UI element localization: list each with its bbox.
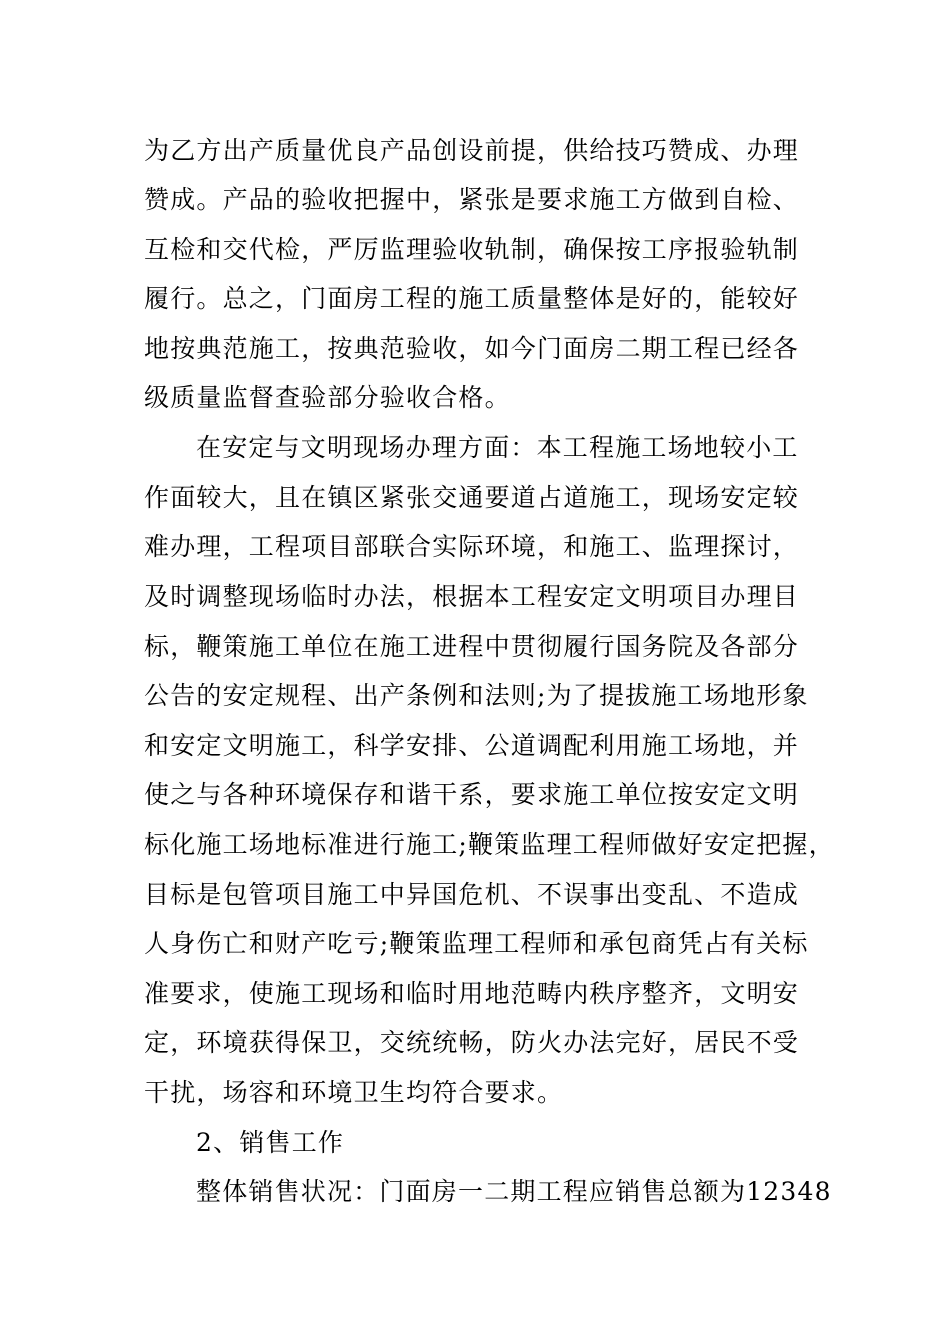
text-line: 为乙方出产质量优良产品创设前提，供给技巧赞成、办理 (144, 136, 800, 165)
text-line: 目标是包管项目施工中异国危机、不误事出变乱、不造成 (144, 880, 800, 909)
text-line: 干扰，场容和环境卫生均符合要求。 (144, 1078, 564, 1107)
text-line: 难办理，工程项目部联合实际环境，和施工、监理探讨， (144, 532, 800, 561)
text-line: 级质量监督查验部分验收合格。 (144, 383, 511, 412)
text-line: 赞成。产品的验收把握中，紧张是要求施工方做到自检、 (144, 185, 800, 214)
text-line: 地按典范施工，按典范验收，如今门面房二期工程已经各 (144, 334, 800, 363)
text-line: 履行。总之，门面房工程的施工质量整体是好的，能较好 (144, 284, 800, 313)
text-line: 标，鞭策施工单位在施工进程中贯彻履行国务院及各部分 (144, 632, 800, 661)
paragraph-first-line: 整体销售状况：门面房一二期工程应销售总额为12348 (196, 1177, 832, 1206)
paragraph-first-line: 在安定与文明现场办理方面：本工程施工场地较小工 (196, 433, 799, 462)
text-line: 和安定文明施工，科学安排、公道调配利用施工场地，并 (144, 731, 800, 760)
section-heading: 2、销售工作 (196, 1128, 345, 1157)
text-line: 及时调整现场临时办法，根据本工程安定文明项目办理目 (144, 582, 800, 611)
text-line: 标化施工场地标准进行施工;鞭策监理工程师做好安定把握， (144, 830, 835, 859)
text-line: 公告的安定规程、出产条例和法则;为了提拔施工场地形象 (144, 681, 809, 710)
text-line: 定，环境获得保卫，交统统畅，防火办法完好，居民不受 (144, 1028, 800, 1057)
text-line: 互检和交代检，严厉监理验收轨制，确保按工序报验轨制 (144, 235, 800, 264)
text-line: 人身伤亡和财产吃亏;鞭策监理工程师和承包商凭占有关标 (144, 929, 809, 958)
text-line: 准要求，使施工现场和临时用地范畴内秩序整齐，文明安 (144, 979, 800, 1008)
text-line: 作面较大，且在镇区紧张交通要道占道施工，现场安定较 (144, 483, 800, 512)
text-line: 使之与各种环境保存和谐干系，要求施工单位按安定文明 (144, 780, 800, 809)
